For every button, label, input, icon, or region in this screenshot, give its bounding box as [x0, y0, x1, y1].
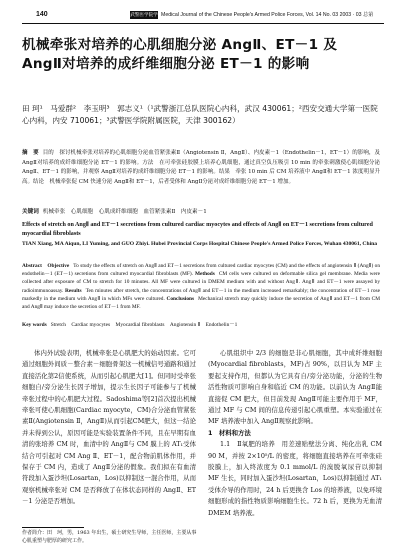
article-title: 机械牵张对培养的心肌细胞分泌 AngⅡ、ET－1 及 AngⅡ对培养的成纤维细胞分泌 ET－1 的影响 [22, 37, 338, 72]
chinese-keywords [22, 208, 380, 217]
keywords-en-label: Key words [22, 322, 47, 328]
page-number: 140 [36, 11, 48, 18]
abstract-text: 目的 探讨机械牵张对培养的心肌细胞分泌血管紧张素Ⅱ（Angiotensin Ⅱ，AngⅡ）、内皮素－1（Endothelin－1，ET－1）的影响，及 AngⅡ对培养的成纤维细胞分泌 ET－1 的影响。方法 在可牵张硅胶膜上培养心肌细胞，通过真空负压吸引 10 min 的牵张刺激使心肌细胞分泌 AngⅡ、ET－1 的影响，并观察 AngⅡ对培养的成纤维细胞分泌 ET－1 的影响。结果 牵张 10 min 后 CM 培养液中 AngⅡ和 ET－1 浓度明显升高。结论 机械牵张促 CM 快速分泌 AngⅡ和 ET－1，后者受体和 AngⅡ分泌对成纤维细胞分泌 ET－1 增加。 [22, 150, 380, 185]
body-paragraph: 体内外试验表明，机械牵张是心肌肥大的始动因素。它可通过细胞外间质－整合素－细胞骨架这一机械信号通路和通过直接活化第2信使系统，从而引起心肌肥大[1]。但同时受牵张细胞自/旁分泌生长因子增加，提示生长因子可能参与了机械牵张过程中的心肌肥大过程。Sadoshima等[2]首次提出机械牵张可使心肌细胞(Cardiac myocyte，CM)合分泌血管紧张素Ⅱ(Angiotensin Ⅱ，AngⅡ)从而引起CM肥大，但这一结论并未得到公认，原因可能是实验装置条件不同，且在早期有血清的张培养 CM 时，血清中的 AngⅡ与 CM 膜上的 AT₁受体结合可引起对 CM Ang Ⅱ、ET－1，配合物前肌体作用，并保存于 CM 内，造成了 AngⅡ分泌的假象。我们拟在有血清符段加入蛋沙坦(Losartan，Los)以抑制这一混合作用，从而观察机械牵张对 CM 是否释放了在体状态同样的 AngⅡ、ET－1 分泌是否增加。 [22, 349, 196, 506]
keywords-label: 关键词 [22, 209, 39, 215]
journal-name: Medical Journal of the Chinese People's Armed Police Forces, Vol. 14 No. 03 2003 · 03 总第 [161, 12, 374, 18]
conclusions-text: Mechanical stretch may quickly induce the secretion of AngⅡ and ET－1 from CM and AngⅡ may induce the secretion of ET－1 from MF. [22, 295, 380, 311]
methods-label: Methods [194, 271, 215, 278]
footnote-rule [22, 527, 84, 528]
english-title: Effects of stretch on AngⅡ and ET－1 secretions from cultured cardiac myocytes and effects of AngⅡ on ET－1 secretions from cultured myocardial fibroblasts [22, 222, 373, 237]
objective-text: To study the effects of stretch on AngⅡ and ET－1 secretions from cultured cardiac myocytes (CM) and the effects of angiotensin Ⅱ (AngⅡ) on endothelin－1 (ET－1) secretions from cultured myocardial fibroblasts (MF). [22, 263, 380, 278]
methods-text: CM cells were cultured on deformable silica gel membrane. Media were collected after exposure of CM to stretch for 10 minutes. All MF were cultured in DMEM medium with and without AngⅡ. AngⅡ and ET－1 were assayed by radioimmunoassay. [22, 271, 380, 294]
footnote: 作者简介：田 珂，男，1963 年出生，硕士研究生导师，主任医师，主要从事心肌重塑与肥厚的研究工作。 [22, 530, 197, 544]
section-heading: 1 材料和方法 [208, 428, 251, 437]
english-keywords [22, 321, 380, 329]
body-paragraph: 1.1 Ⅱ氧肥的培养 用差速贴壁法分离、纯化出乳 CM 90 M，并按 2×10⁵/L 的密度，将细胞直接培养在可牵张硅胶膜上，加入终浓度为 0.1 mmol/L 的溴脱氧尿苷以抑制 MF 生长，同时加入蛋沙坦(Losartan，Los)以抑制通过 AT₁受体介导的作用时，24 h 后更换含 Los 的培养液，以免环境细胞形成的指性物质影响细胞生长。72 h 后，更换为无血清 DMEM 培养液。 [208, 440, 382, 517]
objective-label: Objective [47, 263, 70, 269]
results-label: Results [64, 287, 82, 294]
chinese-abstract [22, 149, 380, 187]
keywords-en-text: Stretch Cardiac myocytes Myocardial fibroblasts Angiotensin Ⅱ Endothelin－1 [50, 322, 238, 328]
body-paragraph: 心肌组织中 2/3 的细胞是非心肌细胞，其中成纤维细胞(Myocardial fibroblasts，MF)占 90%，以目认为 MF 主要起支持作用，但都认为它具有自/旁分泌功能，分泌的生物活性物质可影响自身和临近 CM 的功能。以前认为 AngⅡ能直接促 CM 肥大，但目前发现 AngⅡ可能主要作用于 MF，通过 MF 与 CM 间的信息传递引起心肌重塑。本实验通过在 MF 培养液中加入 AngⅡ观察此影响。 [208, 349, 382, 426]
body-column-left [22, 348, 196, 508]
author-line: 田 珂¹ 马爱群² 李玉明³ 郭志义¹（¹武警浙江总队医院心内科，武汉 430061；²西安交通大学第一医院心内科，内安 710061；³武警医学院附属医院，天津 300162） [22, 104, 378, 125]
abstract-label: 摘 要 [22, 150, 39, 156]
journal-badge: 武警医学院学报 [130, 12, 158, 25]
abstract-en-label: Abstract [22, 263, 42, 269]
body-column-right [208, 348, 382, 519]
english-authors: TIAN Xiang, MA Aiqun, LI Yuming, and GUO Zhiyi. Hubei Provincial Corps Hospital Chinese People's Armed Police Forces, Wuhan 430061, China [22, 241, 378, 247]
header-rule [22, 23, 384, 24]
running-header [22, 8, 384, 25]
conclusions-label: Conclusions [166, 295, 195, 302]
results-text: Ten minutes after stretch, the concentrations of AngⅡ and ET－1 in the medium increased remarkably; the concentration of ET－1 rose markedly in the medium with AngⅡ in which MFs were cultured. [22, 287, 380, 302]
keywords-text: 机械牵张 心肌细胞 心肌成纤维细胞 血管紧张素Ⅱ 内皮素－1 [42, 209, 207, 215]
english-abstract [22, 262, 380, 311]
